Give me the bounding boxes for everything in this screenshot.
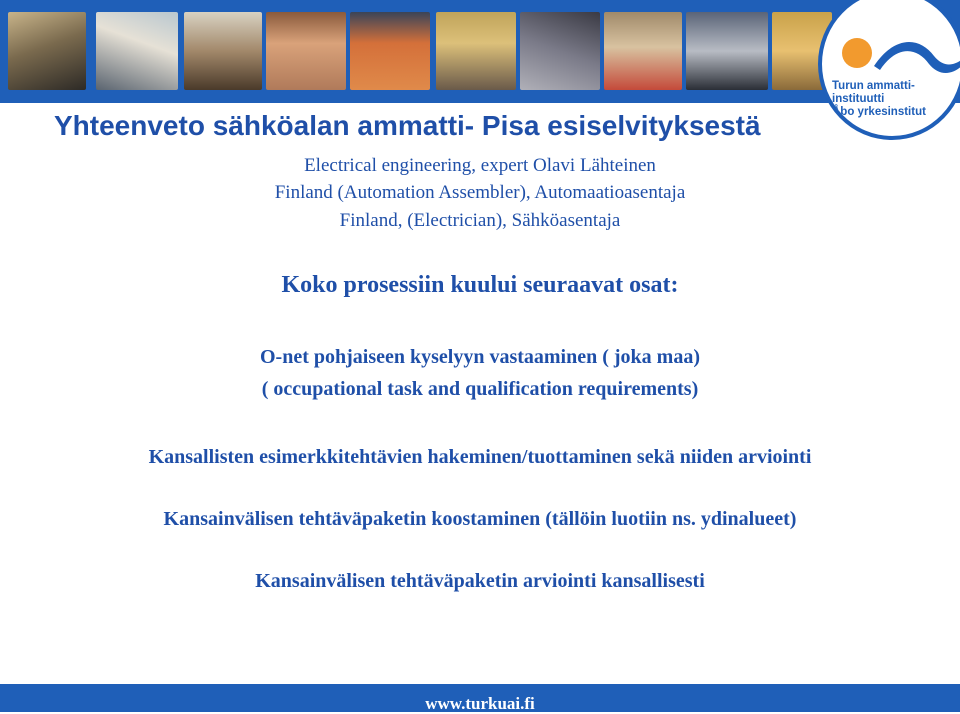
wave-icon xyxy=(874,36,960,76)
photo-chef xyxy=(96,12,178,90)
photo-electronics xyxy=(436,12,516,90)
photo-mechanic xyxy=(350,12,430,90)
photo-car-wheel xyxy=(686,12,768,90)
process-point-4: Kansainvälisen tehtäväpaketin arviointi kansallisesti xyxy=(255,570,705,592)
subtitle-line-1: Electrical engineering, expert Olavi Lähteinen xyxy=(304,155,656,176)
photo-welding xyxy=(8,12,86,90)
section-heading: Koko prosessiin kuului seuraavat osat: xyxy=(281,272,679,298)
process-point-1-note: ( occupational task and qualification requirements) xyxy=(261,378,699,400)
photo-cook xyxy=(184,12,262,90)
photo-student-lab xyxy=(520,12,600,90)
process-point-1: O-net pohjaiseen kyselyyn vastaaminen ( joka maa) xyxy=(259,346,700,368)
school-logo xyxy=(818,0,960,140)
photo-student-face xyxy=(266,12,346,90)
logo-text xyxy=(832,80,960,119)
process-point-3: Kansainvälisen tehtäväpaketin koostaminen (tällöin luotiin ns. ydinalueet) xyxy=(163,508,797,530)
logo-line-1: Turun ammatti-instituutti xyxy=(832,80,915,105)
process-point-2: Kansallisten esimerkkitehtävien hakeminen/tuottaminen sekä niiden arviointi xyxy=(148,446,812,468)
photo-woman xyxy=(604,12,682,90)
subtitle-line-3: Finland, (Electrician), Sähköasentaja xyxy=(339,210,621,231)
logo-line-2: Åbo yrkesinstitut xyxy=(832,106,926,118)
header-banner xyxy=(0,0,960,103)
subtitle-line-2: Finland (Automation Assembler), Automaatioasentaja xyxy=(274,182,686,203)
slide-title: Yhteenveto sähköalan ammatti- Pisa esiselvityksestä xyxy=(54,110,761,141)
sun-icon xyxy=(842,38,872,68)
footer-url[interactable]: www.turkuai.fi xyxy=(425,694,535,713)
